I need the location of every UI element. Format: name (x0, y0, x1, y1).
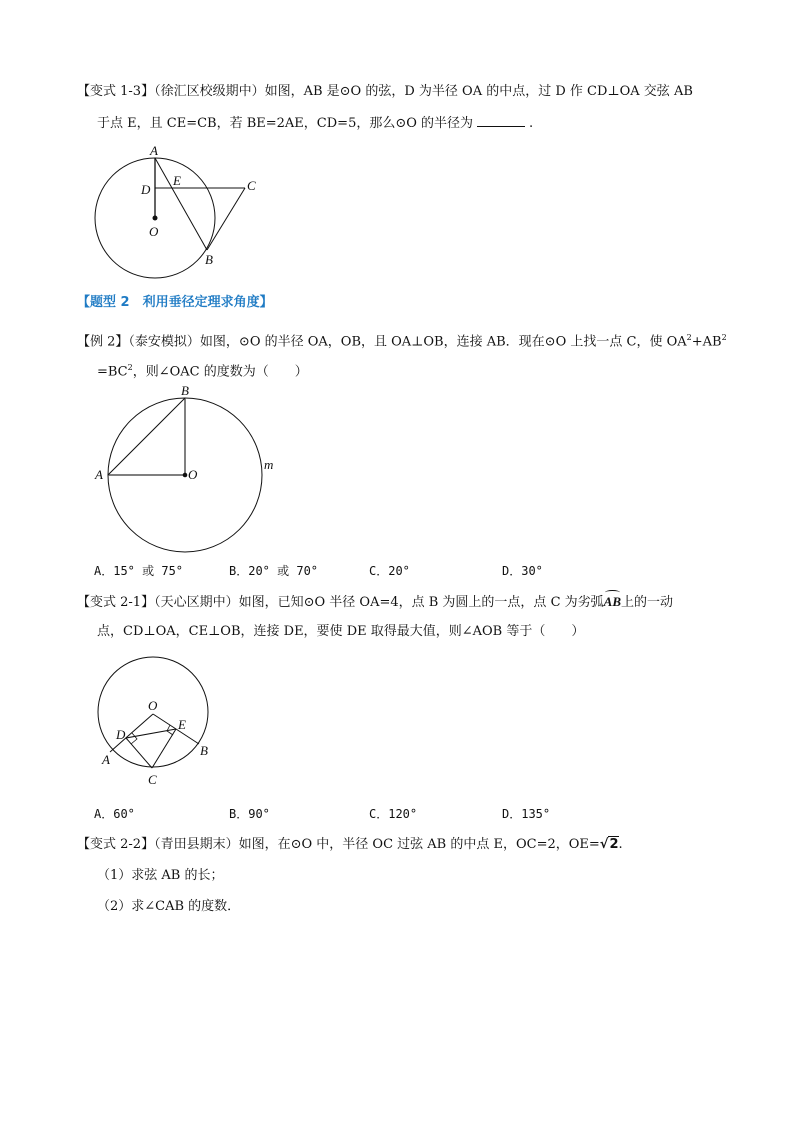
problem-source: （徐汇区校级期中） (154, 84, 265, 99)
superscript: 2 (127, 363, 133, 372)
figure-2-1 (90, 655, 220, 790)
option-c[interactable]: C．20° (369, 564, 410, 578)
label-d: D (116, 727, 126, 742)
problem-text: 点，CD⊥OA，CE⊥OB，连接 DE，要使 DE 取得最大值，则∠AOB 等于（ ） (97, 624, 585, 639)
segment-cb (207, 188, 245, 250)
superscript: 2 (686, 333, 692, 342)
option-d[interactable]: D．135° (502, 807, 551, 821)
sqrt-sign: √ (599, 837, 609, 852)
problem-text: =BC (97, 364, 128, 380)
problem-tag: 【变式 1-3】 (77, 84, 155, 99)
problem-2-1-line-1 (77, 592, 673, 613)
label-b: B (200, 743, 208, 758)
option-c[interactable]: C．120° (369, 807, 418, 821)
problem-2-2-question-1: （1）求弦 AB 的长； (97, 868, 224, 883)
chord-ab (155, 158, 207, 250)
label-d: D (141, 182, 151, 197)
figure-1-3 (85, 140, 275, 285)
problem-2-2-line-1 (77, 835, 623, 855)
problem-source: （天心区期中） (154, 595, 239, 610)
period: . (529, 116, 534, 131)
chord-ab (108, 398, 185, 475)
problem-text: 上的一动 (621, 595, 674, 610)
label-o: O (148, 698, 158, 713)
superscript: 2 (721, 333, 727, 342)
right-angle-d (131, 733, 137, 744)
problem-text: +AB (691, 334, 722, 350)
problem-text: 如图，AB 是⊙O 的弦，D 为半径 OA 的中点，过 D 作 CD⊥OA 交弦 AB (264, 84, 693, 99)
label-a: A (150, 143, 158, 158)
label-e: E (173, 173, 181, 188)
sqrt-expression (600, 836, 619, 852)
problem-2-1-line-2 (97, 622, 584, 642)
problem-text: ，则∠OAC 的度数为（ ） (132, 364, 308, 380)
period: . (618, 837, 623, 852)
option-b[interactable]: B．90° (229, 807, 270, 821)
problem-1-3-line-2 (97, 114, 533, 134)
problem-text: 于点 E，且 CE=CB，若 BE=2AE，CD=5，那么⊙O 的半径为 (97, 116, 474, 131)
label-b: B (205, 252, 213, 267)
problem-2-2-question-2: （2）求∠CAB 的度数． (97, 899, 241, 914)
problem-tag: 【变式 2-2】 (77, 837, 155, 852)
label-o: O (149, 224, 159, 239)
option-d[interactable]: D．30° (502, 564, 543, 578)
answer-blank[interactable] (477, 114, 525, 127)
example-2-line-2 (97, 358, 308, 382)
problem-text: 如图，在⊙O 中，半径 OC 过弦 AB 的中点 E，OC=2，OE= (238, 837, 600, 852)
option-a[interactable]: A．15° 或 75° (94, 564, 184, 578)
example-2-line-1 (77, 328, 727, 352)
segment-dc (126, 738, 152, 768)
problem-source: （泰安模拟） (128, 334, 200, 350)
option-a[interactable]: A．60° (94, 807, 135, 821)
label-c: C (247, 178, 256, 193)
problem-text: 如图，⊙O 的半径 OA，OB，且 OA⊥OB，连接 AB．现在⊙O 上找一点 C，使 OA (199, 334, 687, 350)
figure-example-2 (85, 380, 285, 560)
problem-source: （青田县期末） (154, 837, 239, 852)
section-heading: 【题型 2 利用垂径定理求角度】 (77, 295, 273, 310)
label-a: A (95, 467, 103, 482)
problem-tag: 【例 2】 (77, 334, 129, 350)
label-a: A (102, 752, 110, 767)
label-b: B (181, 383, 189, 398)
sqrt-radicand: 2 (609, 837, 619, 852)
label-e: E (178, 717, 186, 732)
label-o: O (188, 467, 198, 482)
arc-ab: AB (604, 592, 621, 612)
problem-1-3-line-1 (77, 82, 693, 102)
problem-text: 如图，已知⊙O 半径 OA=4，点 B 为圆上的一点，点 C 为劣弧 (238, 595, 604, 610)
center-point (153, 216, 158, 221)
segment-de (126, 729, 176, 738)
label-c: C (148, 772, 157, 787)
option-b[interactable]: B．20° 或 70° (229, 564, 319, 578)
label-m: m (264, 457, 274, 472)
center-point (183, 473, 188, 478)
problem-tag: 【变式 2-1】 (77, 595, 155, 610)
